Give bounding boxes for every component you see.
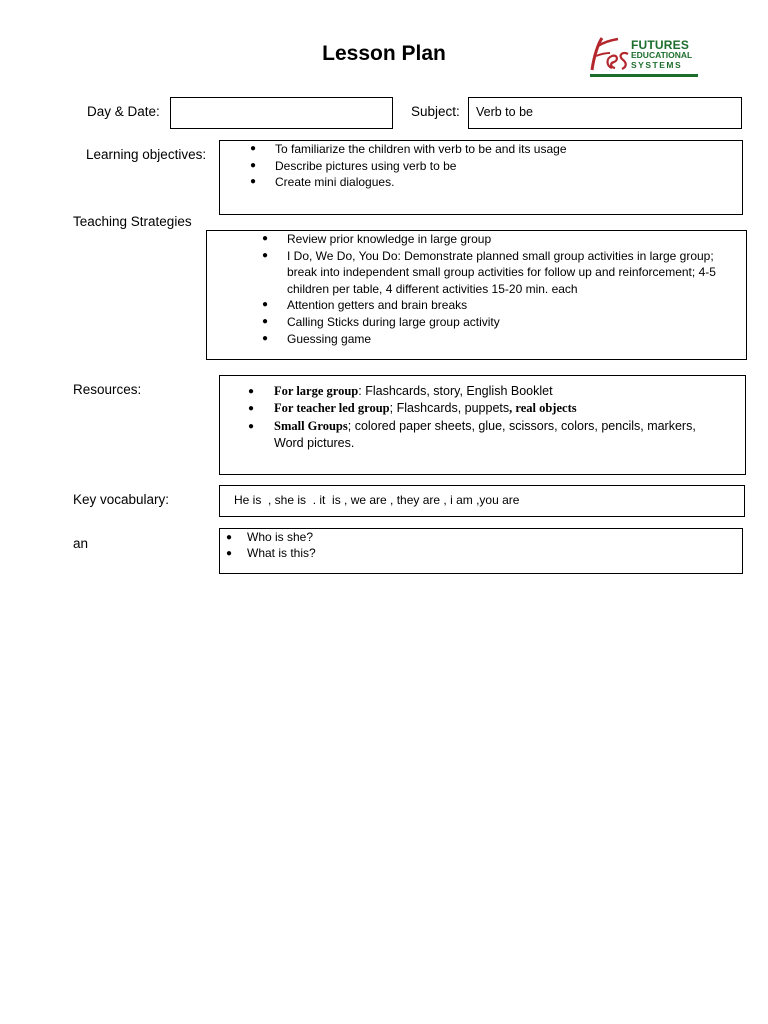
bullet-icon: ● (248, 420, 255, 432)
list-item: ● Guessing game (262, 331, 372, 346)
bullet-icon: ● (262, 233, 269, 244)
list-item: ● Attention getters and brain breaks (262, 298, 468, 313)
list-item: ● Create mini dialogues. (250, 175, 395, 190)
day-date-field[interactable] (170, 97, 393, 129)
key-vocabulary-label: Key vocabulary: (73, 492, 170, 507)
list-item: ● For teacher led group; Flashcards, puppets, real objects (248, 400, 725, 417)
bullet-icon: ● (248, 386, 255, 397)
list-item: ● What is this? (226, 545, 316, 560)
list-item: ● For large group: Flashcards, story, English Booklet (248, 383, 725, 400)
list-item: ● I Do, We Do, You Do: Demonstrate planned small group activities in large group; break into independent small group activities for follow up and reinforcement; 4-5 children per table, 4 different activities 15-20 min. each (262, 248, 716, 296)
list-item: ● Describe pictures using verb to be (250, 158, 457, 173)
teaching-strategies-label: Teaching Strategies (73, 214, 192, 229)
day-date-label: Day & Date: (87, 104, 160, 119)
questions-list (226, 530, 732, 561)
learning-objectives-label: Learning objectives: (86, 147, 207, 162)
list-item: ● Small Groups; colored paper sheets, glue, scissors, colors, pencils, markers, Word pictures. (248, 418, 696, 450)
logo-underline (590, 74, 698, 77)
bullet-icon: ● (262, 299, 269, 311)
bullet-icon: ● (262, 315, 269, 327)
teaching-strategies-box (206, 230, 747, 360)
bullet-icon: ● (262, 249, 269, 261)
resources-list (248, 383, 725, 452)
learning-objectives-box (219, 140, 743, 215)
list-item: ● Who is she? (226, 530, 314, 544)
subject-field[interactable]: Verb to be (468, 97, 742, 129)
resources-box (219, 375, 746, 475)
questions-label: an (73, 536, 89, 551)
fes-logo-mark-icon (588, 34, 634, 76)
logo-wordmark (631, 40, 692, 70)
bullet-icon: ● (250, 176, 257, 188)
bullet-icon: ● (262, 332, 269, 344)
logo-line-2: EDUCATIONAL (631, 50, 693, 60)
list-item: ● To familiarize the children with verb to be and its usage (250, 142, 567, 156)
bullet-icon: ● (226, 547, 233, 559)
bullet-icon: ● (250, 143, 257, 154)
bullet-icon: ● (248, 403, 255, 415)
list-item: ● Review prior knowledge in large group (262, 232, 492, 246)
resources-label: Resources: (73, 382, 142, 397)
bullet-icon: ● (250, 159, 257, 171)
logo-line-3: SYSTEMS (631, 60, 683, 70)
bullet-icon: ● (226, 532, 233, 543)
key-vocabulary-field: He is , she is . it is , we are , they are , i am ,you are (219, 485, 745, 517)
subject-label: Subject: (411, 104, 460, 119)
page-title: Lesson Plan (322, 42, 446, 65)
teaching-strategies-list (262, 231, 736, 347)
list-item: ● Calling Sticks during large group activity (262, 314, 500, 329)
logo-line-1: FUTURES (631, 38, 690, 52)
futures-logo (588, 34, 700, 82)
questions-box (219, 528, 743, 574)
learning-objectives-list (250, 141, 734, 191)
